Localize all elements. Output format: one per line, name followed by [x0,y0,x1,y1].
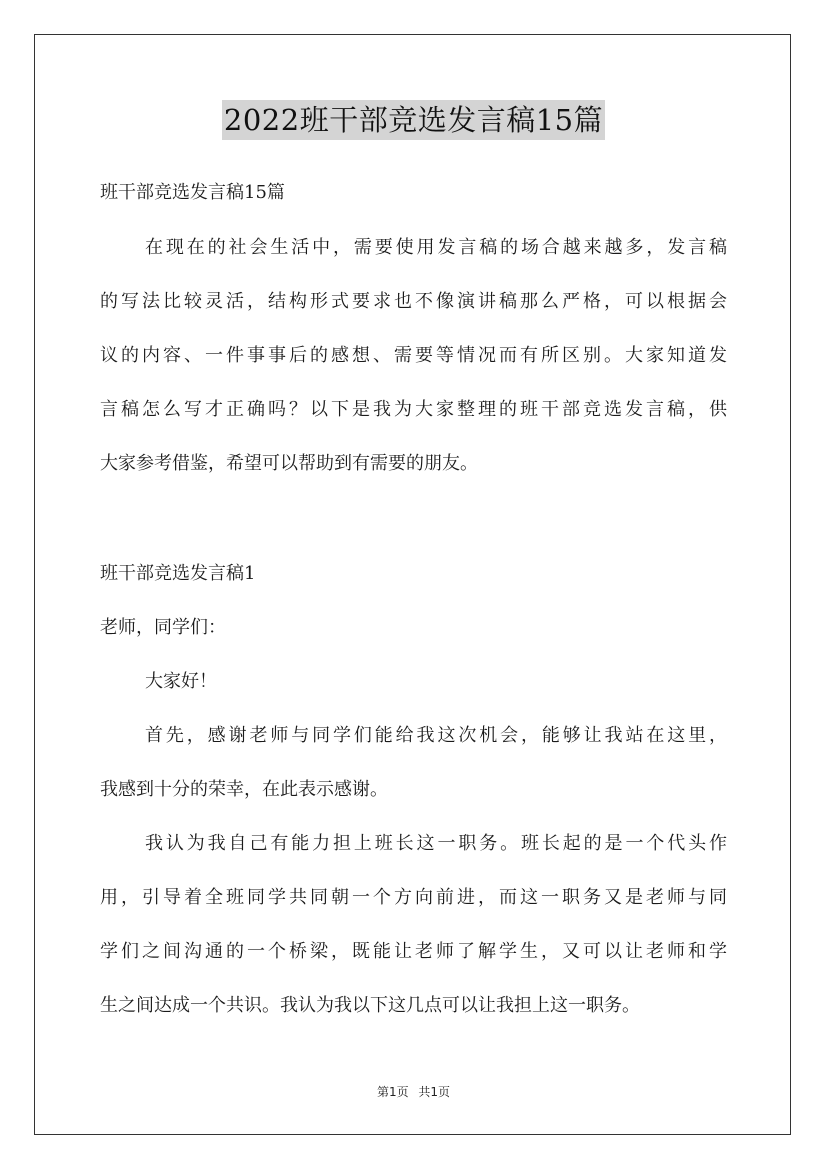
page-number-total: 共1页 [418,1085,451,1099]
page-number-current: 第1页 [376,1085,409,1099]
page-footer [0,1084,827,1100]
document-subtitle: 班干部竞选发言稿15篇 [100,182,285,203]
intro-line-3: 议的内容、一件事事后的感想、需要等情况而有所区别。大家知道发 [100,345,727,366]
intro-line-2: 的写法比较灵活，结构形式要求也不像演讲稿那么严格，可以根据会 [100,291,727,312]
para2-line-3: 学们之间沟通的一个桥梁，既能让老师了解学生，又可以让老师和学 [100,941,727,962]
document-title: 2022班干部竞选发言稿15篇 [222,100,605,140]
para1-line-2: 我感到十分的荣幸，在此表示感谢。 [100,779,388,800]
intro-line-5: 大家参考借鉴，希望可以帮助到有需要的朋友。 [100,453,478,474]
greeting: 大家好！ [145,671,217,692]
para2-line-4: 生之间达成一个共识。我认为我以下这几点可以让我担上这一职务。 [100,995,640,1016]
salutation: 老师，同学们： [100,617,226,638]
para2-line-1: 我认为我自己有能力担上班长这一职务。班长起的是一个代头作 [145,833,727,854]
title-container [0,100,827,140]
intro-line-1: 在现在的社会生活中，需要使用发言稿的场合越来越多，发言稿 [145,237,727,258]
section-heading: 班干部竞选发言稿1 [100,563,256,584]
intro-line-4: 言稿怎么写才正确吗？以下是我为大家整理的班干部竞选发言稿，供 [100,399,727,420]
para2-line-2: 用，引导着全班同学共同朝一个方向前进，而这一职务又是老师与同 [100,887,727,908]
para1-line-1: 首先，感谢老师与同学们能给我这次机会，能够让我站在这里， [145,725,727,746]
